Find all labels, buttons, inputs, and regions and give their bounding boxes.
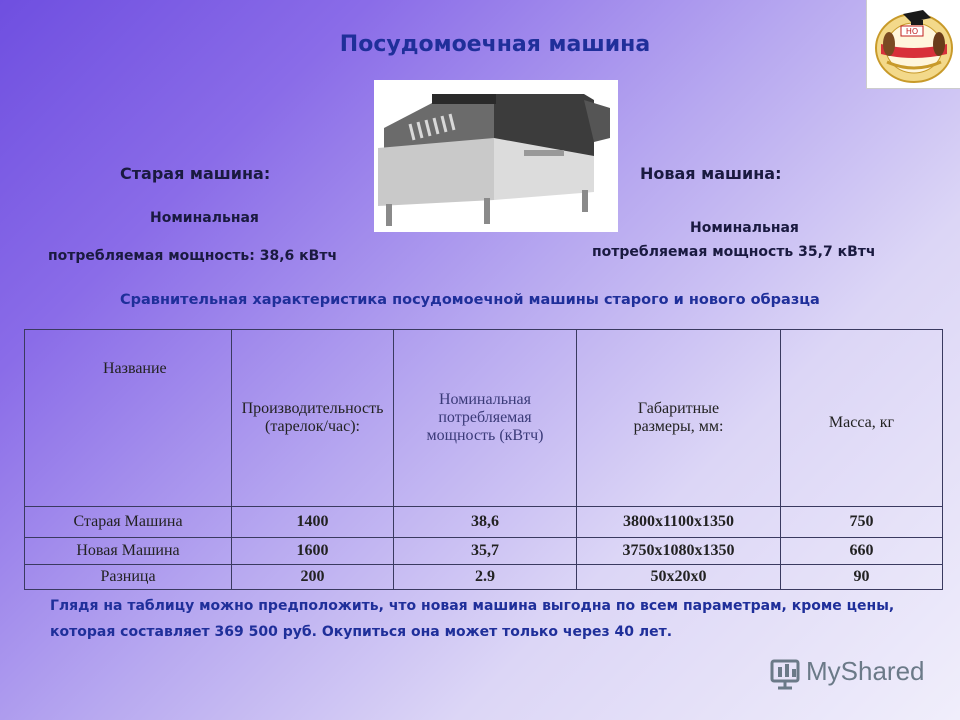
power-cell: 38,6	[394, 507, 577, 538]
old-machine-line2: потребляемая мощность: 38,6 кВтч	[48, 248, 338, 264]
myshared-watermark: MyShared	[806, 656, 925, 686]
table-row	[25, 507, 943, 538]
new-machine-line2: потребляемая мощность 35,7 кВтч	[592, 244, 876, 260]
header-mass: Масса, кг	[781, 330, 943, 507]
productivity-cell: 1400	[232, 507, 394, 538]
myshared-logo-icon	[768, 655, 804, 691]
header-productivity: Производительность (тарелок/час):	[232, 330, 394, 507]
dimensions-cell: 50x20x0	[577, 565, 781, 590]
new-machine-line1: Номинальная	[690, 220, 799, 236]
header-dimensions: Габаритные размеры, мм:	[577, 330, 781, 507]
table-header-row	[25, 330, 943, 507]
table-row	[25, 538, 943, 565]
new-machine-heading: Новая машина:	[640, 164, 782, 183]
svg-text:НО: НО	[905, 27, 919, 36]
old-machine-heading: Старая машина:	[120, 164, 271, 183]
mass-cell: 660	[781, 538, 943, 565]
mass-cell: 750	[781, 507, 943, 538]
power-cell: 2.9	[394, 565, 577, 590]
productivity-cell: 200	[232, 565, 394, 590]
mass-cell: 90	[781, 565, 943, 590]
header-name: Название	[25, 330, 232, 507]
comparison-subtitle: Сравнительная характеристика посудомоечной машины старого и нового образца	[120, 292, 820, 308]
table-row	[25, 565, 943, 590]
conclusion-note: Глядя на таблицу можно предположить, что новая машина выгодна по всем параметрам, кроме цены, которая составляет 369 500 руб. Окупиться она может только через 40 лет.	[50, 598, 895, 640]
power-cell: 35,7	[394, 538, 577, 565]
header-power: Номинальная потребляемая мощность (кВтч)	[394, 330, 577, 507]
productivity-cell: 1600	[232, 538, 394, 565]
school-logo	[866, 0, 960, 89]
dishwasher-photo	[374, 80, 618, 232]
old-machine-line1: Номинальная	[150, 210, 259, 226]
row-name-cell: Разница	[25, 565, 232, 590]
slide-title: Посудомоечная машина	[339, 32, 651, 57]
dimensions-cell: 3750x1080x1350	[577, 538, 781, 565]
row-name-cell: Новая Машина	[25, 538, 232, 565]
comparison-table	[24, 329, 943, 590]
dimensions-cell: 3800x1100x1350	[577, 507, 781, 538]
row-name-cell: Старая Машина	[25, 507, 232, 538]
